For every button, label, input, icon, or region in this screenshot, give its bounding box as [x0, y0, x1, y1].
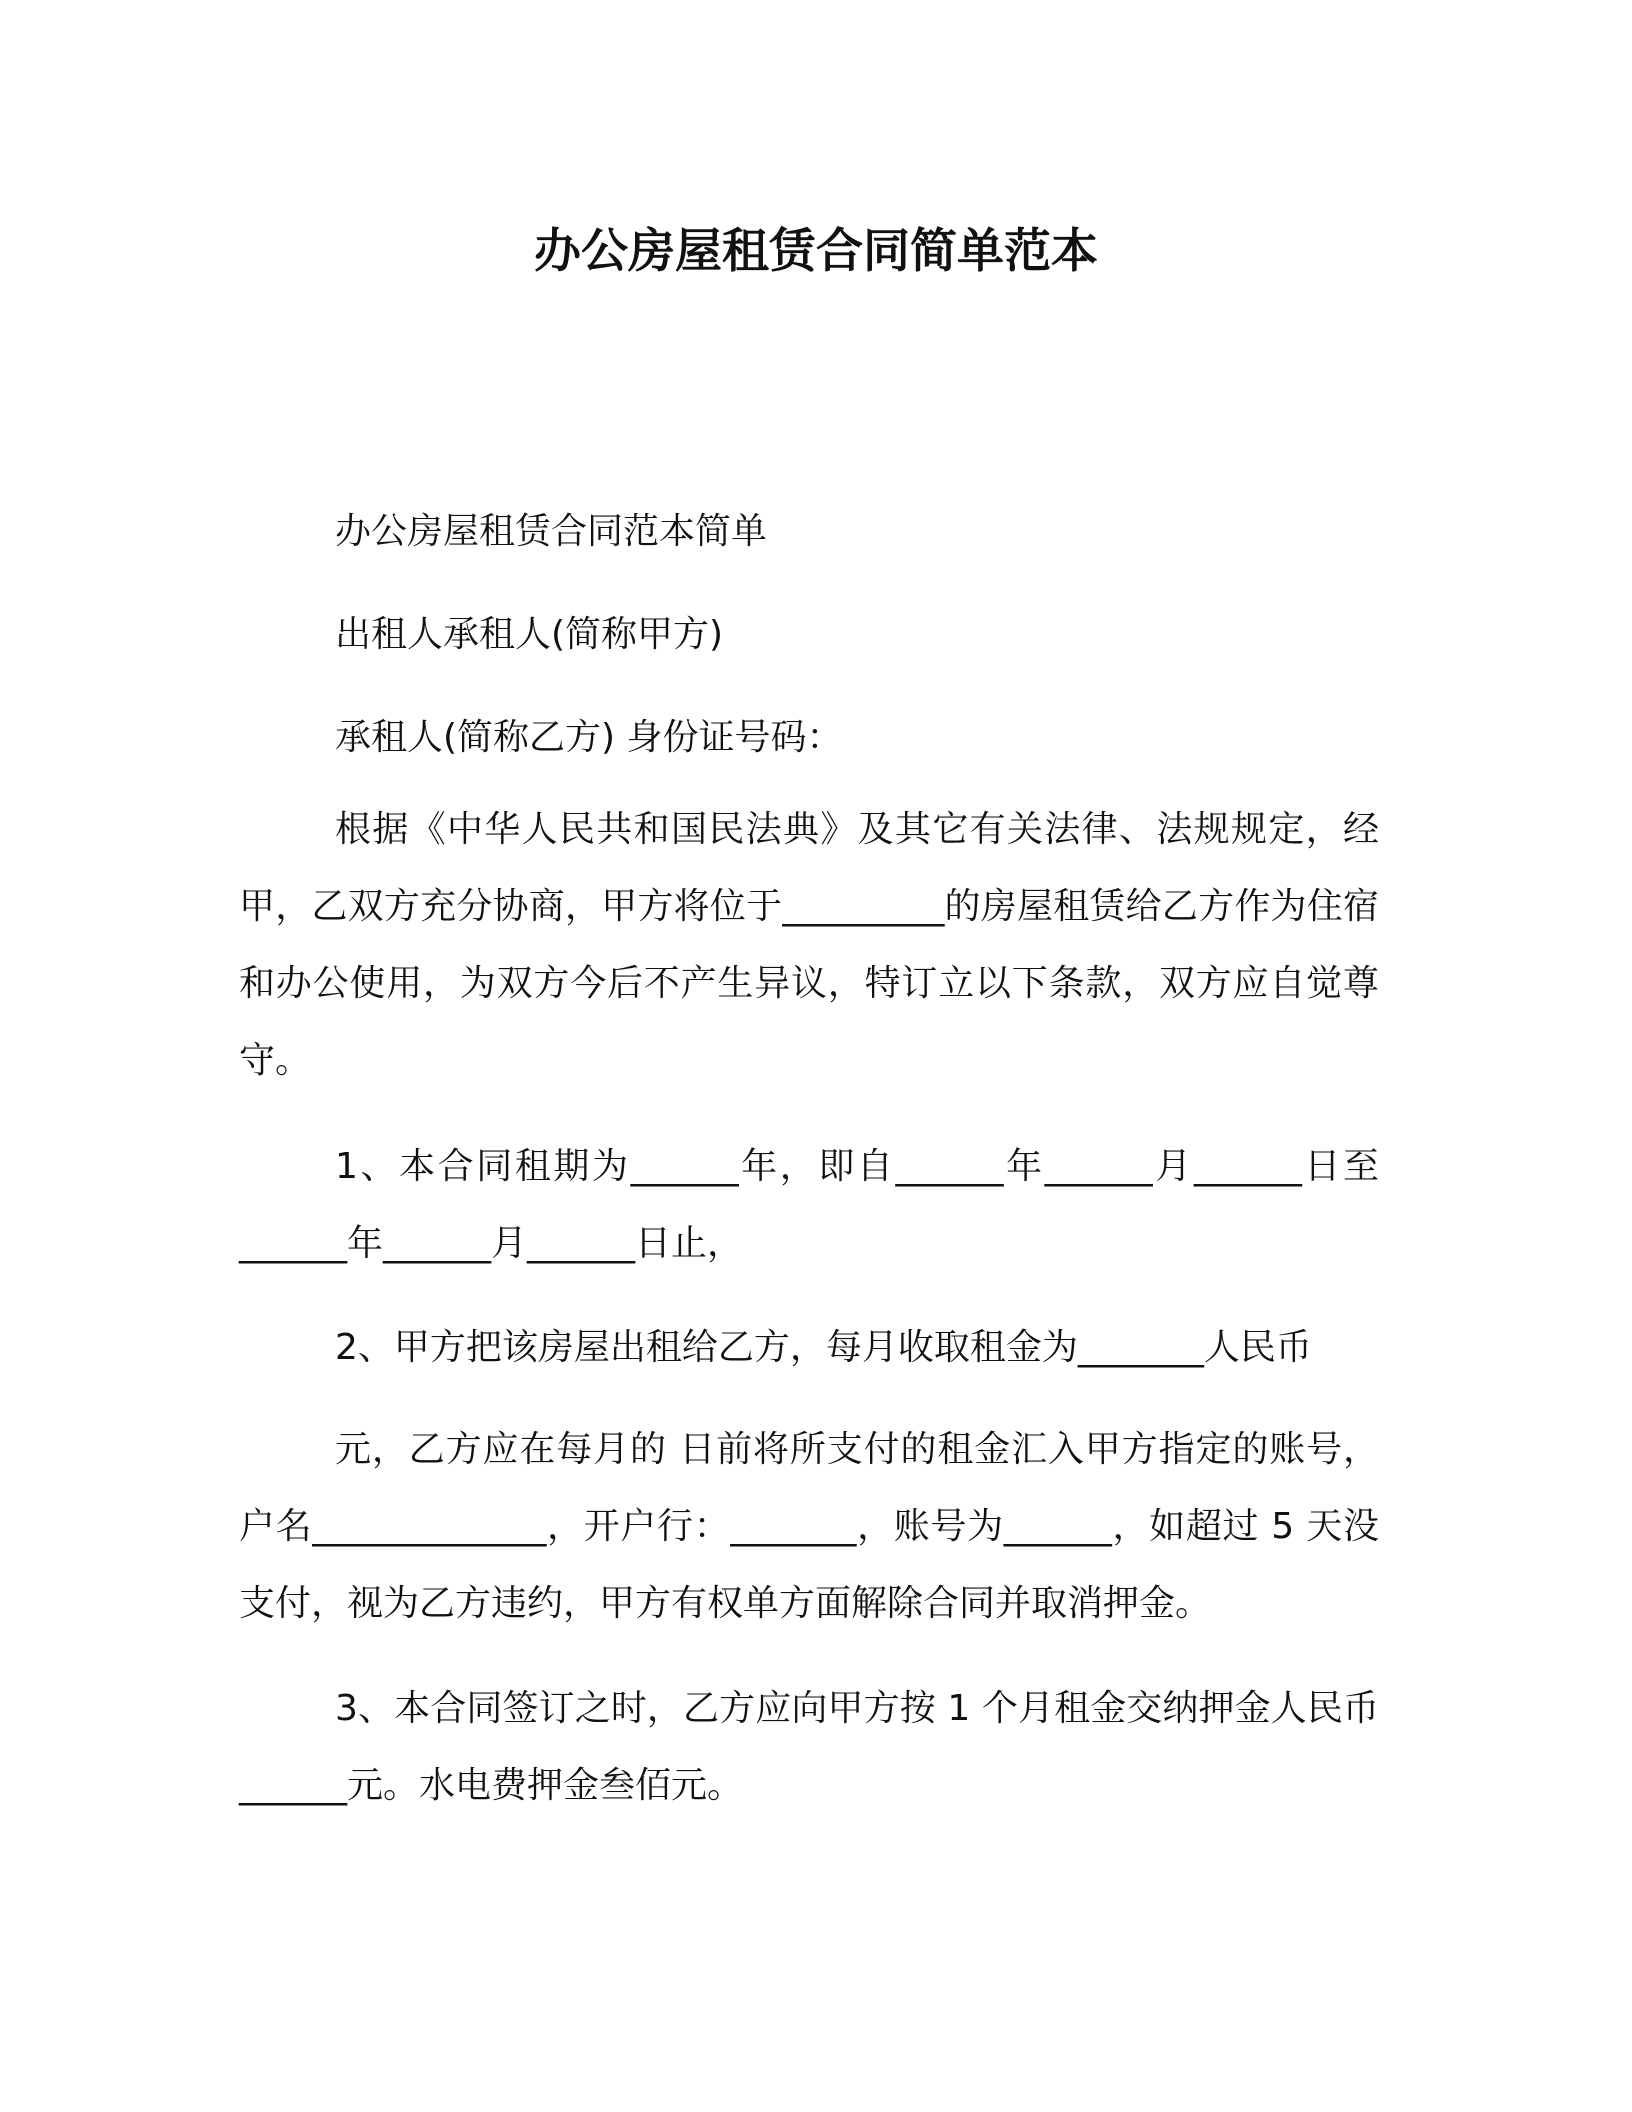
paragraph-subtitle: 办公房屋租赁合同范本简单 [335, 511, 768, 552]
paragraph-lessee: 承租人(简称乙方) 身份证号码： [335, 717, 843, 758]
paragraph-clause-3: 3、本合同签订之时，乙方应向甲方按 1 个月租金交纳押金人民币______元。水电费押金叁佰元。 [239, 1688, 1379, 1806]
paragraph-clause-1: 1、本合同租期为______年，即自______年______月______日至______年______月______日止， [239, 1146, 1379, 1264]
paragraph-preamble: 根据《中华人民共和国民法典》及其它有关法律、法规规定，经甲，乙双方充分协商，甲方将位于_________的房屋租赁给乙方作为住宿和办公使用，为双方今后不产生异议，特订立以下条款，双方应自觉尊守。 [239, 809, 1379, 1081]
paragraph-lessor: 出租人承租人(简称甲方) [335, 614, 724, 655]
paragraph-clause-2-continued: 元，乙方应在每月的 日前将所支付的租金汇入甲方指定的账号，户名_____________，开户行：_______，账号为______，如超过 5 天没支付，视为乙方违约，甲方有权单方面解除合同并取消押金。 [239, 1429, 1379, 1624]
document-title: 办公房屋租赁合同简单范本 [534, 224, 1098, 279]
paragraph-clause-2: 2、甲方把该房屋出租给乙方，每月收取租金为_______人民币 [335, 1327, 1312, 1368]
